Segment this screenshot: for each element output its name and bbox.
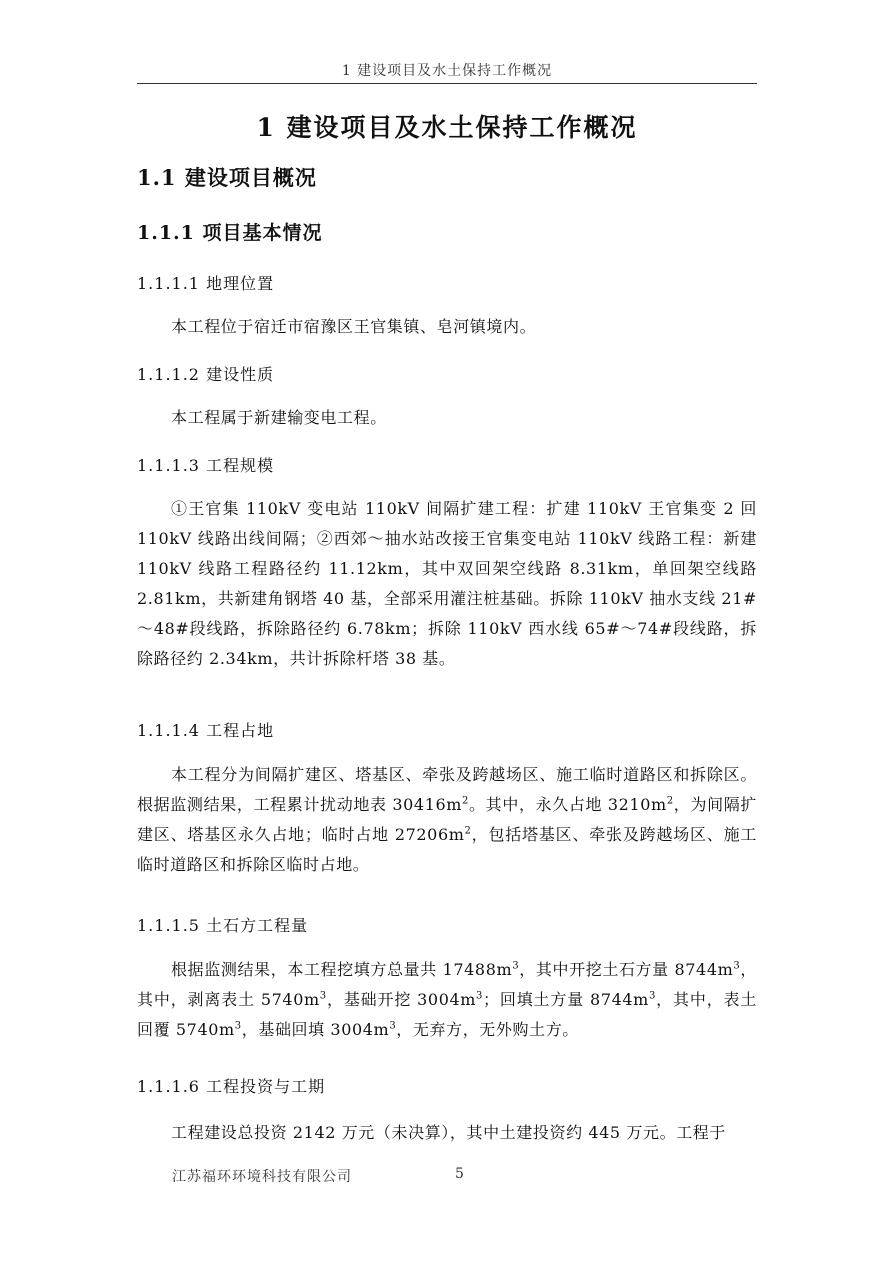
paragraph-earthwork: 根据监测结果，本工程挖填方总量共 $17488m^3$，其中开挖土石方量 $8744m^3$，其中，剥离表土 $5740m^3$，基础开挖 $3004m^3$；回填土方量 $8744m^3$，其中，表土回覆 $5740m^3$，基础回填 $3004m^3$，无弃方，无外购土方。: [137, 960, 757, 1039]
paragraph-nature: 本工程属于新建输变电工程。: [171, 408, 387, 427]
heading-scale: 1.1.1.3 工程规模: [137, 456, 275, 475]
header-rule: [137, 83, 757, 84]
paragraph-land-use: 本工程分为间隔扩建区、塔基区、牵张及跨越场区、施工临时道路区和拆除区。根据监测结果，工程累计扰动地表 $30416m^2$。其中，永久占地 $3210m^2$，为间隔扩建区、塔基区永久占地；临时占地 $27206m^2$，包括塔基区、牵张及跨越场区、施工临时道路区和拆除区临时占地。: [137, 765, 758, 874]
subsection-title: 1.1.1 项目基本情况: [137, 222, 323, 244]
heading-land-use: 1.1.1.4 工程占地: [137, 721, 275, 740]
page-number: 5: [455, 1166, 464, 1182]
heading-nature: 1.1.1.2 建设性质: [137, 365, 275, 384]
heading-earthwork: 1.1.1.5 土石方工程量: [137, 916, 309, 935]
running-header: 1 建设项目及水土保持工作概况: [341, 63, 553, 79]
heading-location: 1.1.1.1 地理位置: [137, 274, 275, 293]
chapter-title: 1 建设项目及水土保持工作概况: [256, 113, 638, 142]
paragraph-scale: ①王官集 110kV 变电站 110kV 间隔扩建工程：扩建 110kV 王官集变 2 回 110kV 线路出线间隔；②西郊～抽水站改接王官集变电站 110kV 线路工程：新建 110kV 线路工程路径约 11.12km，其中双回架空线路 8.31km，单回架空线路 2.81km，共新建角钢塔 40 基，全部采用灌注桩基础。拆除 110kV 抽水支线 21#～48#段线路，拆除路径约 6.78km；拆除 110kV 西水线 65#～74#段线路，拆除路径约 2.34km，共计拆除杆塔 38 基。: [137, 499, 757, 668]
heading-investment: 1.1.1.6 工程投资与工期: [137, 1077, 326, 1096]
paragraph-location: 本工程位于宿迁市宿豫区王官集镇、皂河镇境内。: [171, 317, 537, 336]
section-title: 1.1 建设项目概况: [137, 165, 317, 190]
footer-company: 江苏福环环境科技有限公司: [172, 1169, 352, 1185]
paragraph-investment: 工程建设总投资 2142 万元（未决算），其中土建投资约 445 万元。工程于: [171, 1123, 727, 1142]
